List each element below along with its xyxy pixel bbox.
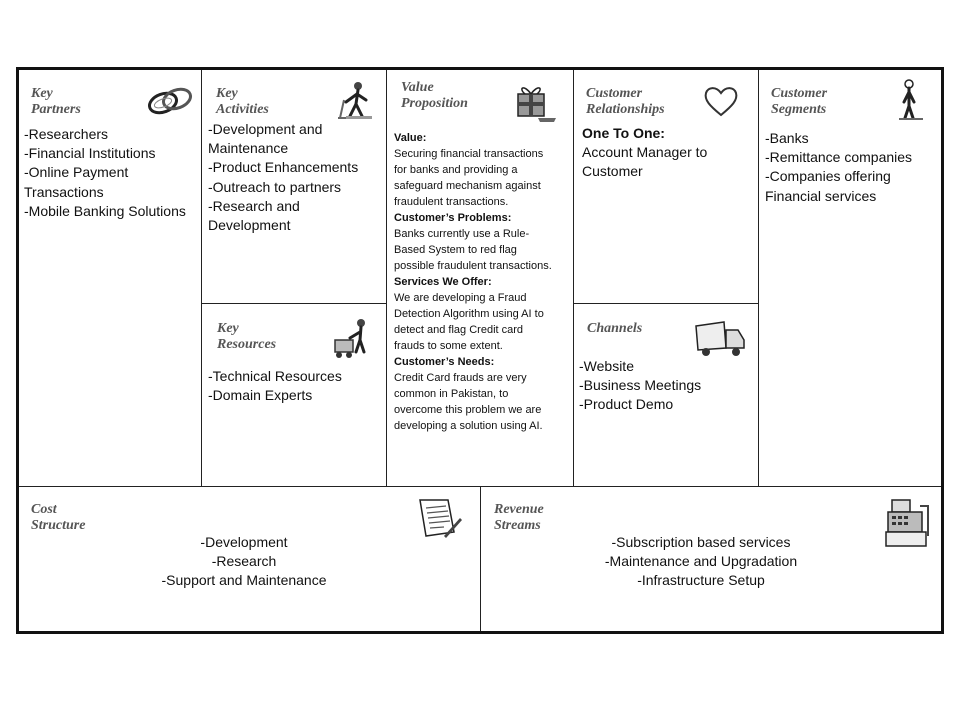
cost-structure-title: Cost Structure (31, 502, 86, 533)
vp-services-heading: Services We Offer: (394, 276, 492, 288)
customer-relationships-content (582, 124, 752, 182)
customer-relationships-title: Customer Relationships (586, 86, 665, 117)
list-item: -Development (200, 534, 288, 550)
customer-segments-list (765, 129, 937, 206)
heart-icon (702, 84, 740, 118)
revenue-streams-title: Revenue Streams (494, 502, 544, 533)
list-item: -Business Meetings (579, 377, 702, 394)
vp-problems-heading: Customer’s Problems: (394, 212, 512, 224)
vp-problems-text: Banks currently use a Rule-Based System to red flag possible fraudulent transactions. (394, 228, 552, 272)
worker-with-cart-icon (332, 318, 376, 362)
cash-register-icon (884, 496, 932, 552)
list-item: -Research (211, 553, 277, 570)
list-item: -Product Demo (579, 396, 674, 413)
vp-needs-heading: Customer’s Needs: (394, 356, 495, 368)
standing-person-icon (895, 78, 927, 122)
key-activities-list (208, 120, 380, 235)
cr-heading: One To One: (582, 125, 665, 141)
vp-services-text: We are developing a Fraud Detection Algorithm using AI to detect and flag Credit card frauds to some extent. (394, 292, 544, 352)
list-item: -Development and Maintenance (208, 121, 323, 157)
list-item: -Companies offering Financial services (765, 168, 891, 204)
list-item: -Remittance companies (765, 149, 913, 166)
delivery-truck-icon (692, 318, 746, 360)
list-item: -Domain Experts (208, 387, 313, 404)
list-item: -Maintenance and Upgradation (604, 553, 798, 570)
vp-value-text: Securing financial transactions for banks and providing a safeguard mechanism against fraudulent transactions. (394, 148, 544, 208)
revenue-streams-list (556, 533, 846, 591)
key-resources-list (208, 367, 380, 405)
cost-structure-list (100, 533, 388, 591)
worker-sweeping-icon (336, 80, 376, 122)
list-item: -Subscription based services (611, 534, 791, 550)
list-item: -Product Enhancements (208, 159, 359, 176)
channels-list (579, 357, 751, 415)
list-item: -Online Payment Transactions (24, 164, 129, 200)
list-item: -Mobile Banking Solutions (24, 202, 186, 219)
list-item: -Support and Maintenance (161, 572, 327, 589)
list-item: -Financial Institutions (24, 145, 156, 162)
list-item: -Technical Resources (208, 368, 342, 384)
list-item: -Researchers (24, 126, 109, 142)
channels-title: Channels (587, 321, 643, 336)
list-item: -Banks (765, 130, 809, 146)
document-pen-icon (414, 496, 464, 540)
key-partners-list (24, 125, 196, 221)
list-item: -Research and Development (208, 197, 300, 234)
customer-segments-title: Customer Segments (771, 86, 828, 117)
vp-value-heading: Value: (394, 132, 427, 144)
list-item: -Outreach to partners (208, 178, 342, 195)
key-resources-title: Key Resources (217, 321, 277, 352)
cr-text: Account Manager to Customer (582, 144, 708, 180)
chain-links-icon (146, 84, 196, 118)
list-item: -Infrastructure Setup (637, 572, 765, 589)
gift-box-icon (512, 82, 558, 126)
key-partners-title: Key Partners (31, 86, 81, 117)
list-item: -Website (579, 358, 634, 374)
key-activities-title: Key Activities (216, 86, 269, 117)
value-proposition-title: Value Proposition (401, 80, 468, 111)
value-proposition-content (394, 130, 554, 434)
vp-needs-text: Credit Card frauds are very common in Pakistan, to overcome this problem we are developing a solution using AI. (394, 372, 543, 432)
